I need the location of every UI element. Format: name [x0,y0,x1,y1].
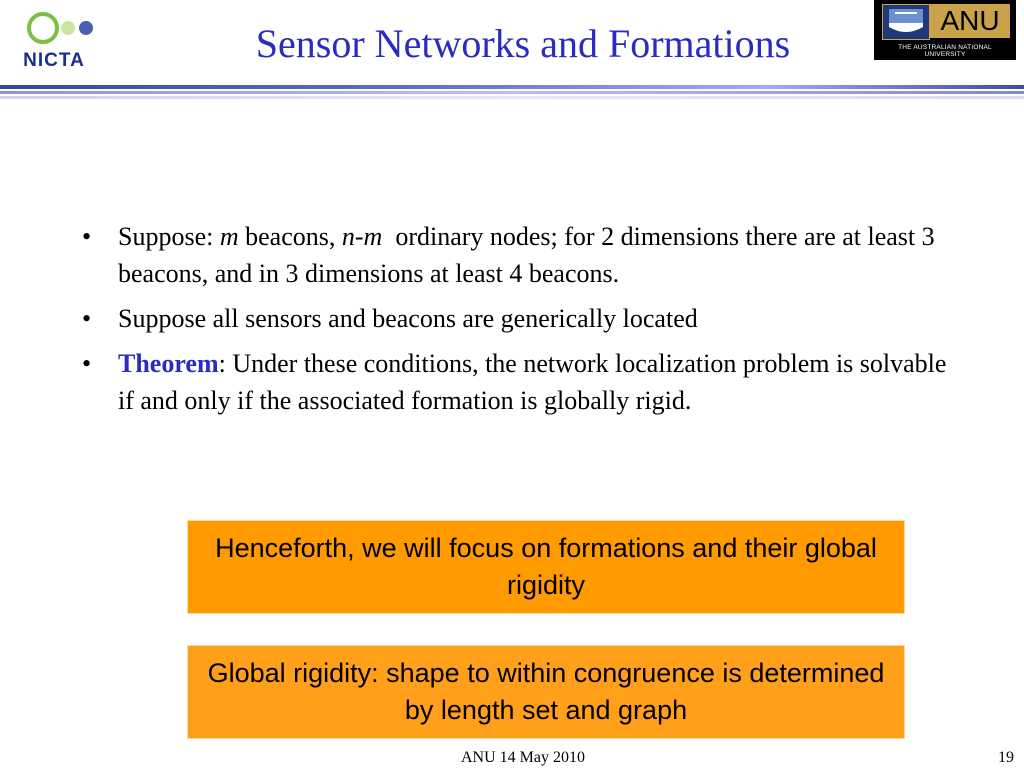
bullet-list [80,218,950,427]
page-number: 19 [998,749,1014,766]
callout-text: Global rigidity: shape to within congruence is determined by length set and graph [207,658,885,725]
anu-logo [874,0,1016,60]
bullet-item [80,300,950,337]
bullet-item [80,218,950,292]
anu-logo-subtitle: THE AUSTRALIAN NATIONAL UNIVERSITY [898,44,992,58]
theorem-label: Theorem [118,349,219,378]
callout-text: Henceforth, we will focus on formations and their global rigidity [215,533,877,600]
bullet-text: beacons, [238,222,342,251]
bullet-item [80,345,950,419]
nicta-logo-text: NICTA [23,50,85,71]
bullet-text: ordinary nodes; for 2 dimensions there are at least 3 beacons, and in 3 dimensions at least 4 beacons. [118,222,942,288]
header-divider [0,91,1024,94]
callout-box [187,645,905,739]
slide-title: Sensor Networks and Formations [255,21,791,66]
anu-logo-word: ANU [930,4,1010,38]
bullet-var-m: m [219,222,239,251]
footer-date: ANU 14 May 2010 [461,749,585,766]
callout-box [187,520,905,614]
bullet-text: Suppose all sensors and beacons are generically located [118,304,698,333]
header-divider [0,85,1024,89]
bullet-var-n-m: n-m [341,222,383,251]
bullet-text: : Under these conditions, the network localization problem is solvable if and only if the associated formation is globally rigid. [118,349,947,415]
bullet-text: Suppose: [118,222,220,251]
header-divider [0,96,1024,99]
anu-crest-icon [882,4,930,40]
